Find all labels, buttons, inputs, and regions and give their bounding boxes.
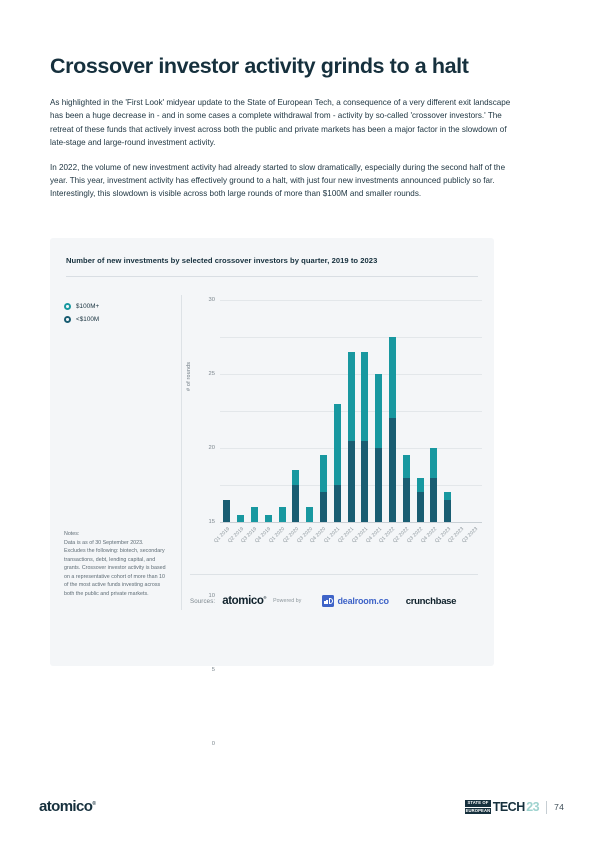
bar-segment-under-100m	[320, 492, 327, 522]
badge-line-1: STATE OF	[465, 800, 492, 806]
bar-segment-over-100m	[444, 492, 451, 499]
sources-divider	[190, 574, 478, 575]
bar-segment-over-100m	[375, 374, 382, 448]
atomico-logo	[222, 595, 266, 607]
stacked-bar[interactable]	[306, 507, 313, 522]
bar-slot[interactable]	[248, 300, 262, 522]
bar-segment-over-100m	[306, 507, 313, 522]
chart-notes-heading: Notes:	[64, 531, 80, 537]
footer-separator	[546, 801, 547, 814]
y-axis-tick-label: 10	[208, 593, 215, 599]
chart-title-divider	[66, 276, 478, 277]
x-axis-tick-label: Q4 2019	[254, 526, 273, 545]
bar-segment-under-100m	[403, 478, 410, 522]
bar-segment-over-100m	[334, 404, 341, 485]
badge-line-2: EUROPEAN	[465, 807, 491, 813]
x-axis-ticks	[212, 524, 482, 558]
x-axis-tick-label: Q4 2020	[309, 526, 328, 545]
stacked-bar[interactable]	[403, 455, 410, 522]
x-axis-tick-label: Q4 2022	[419, 526, 439, 545]
x-axis-tick-label: Q3 2023	[461, 526, 480, 545]
bar-slot[interactable]	[358, 300, 372, 522]
x-axis-tick-label: Q2 2021	[336, 526, 356, 545]
bar-slot[interactable]	[261, 300, 275, 522]
bar-slot[interactable]	[289, 300, 303, 522]
legend-item-over-100m[interactable]	[64, 303, 172, 310]
card-rail-divider	[181, 295, 182, 610]
footer-right-group	[465, 800, 564, 814]
dealroom-logo	[322, 595, 388, 607]
bar-slot[interactable]	[220, 300, 234, 522]
stacked-bar[interactable]	[348, 352, 355, 522]
x-tick-slot	[461, 524, 482, 558]
x-axis-tick-label: Q2 2023	[447, 526, 466, 545]
crunchbase-logo: crunchbase	[405, 595, 457, 607]
article-content	[50, 54, 523, 200]
bar-segment-under-100m	[417, 492, 424, 522]
bar-slot[interactable]	[386, 300, 400, 522]
bar-slot[interactable]	[344, 300, 358, 522]
x-axis-tick-label: Q4 2021	[364, 526, 383, 545]
x-axis-tick-label: Q1 2020	[268, 526, 287, 545]
stacked-bar[interactable]	[361, 352, 368, 522]
bar-segment-under-100m	[430, 478, 437, 522]
bar-slot[interactable]	[455, 300, 469, 522]
state-of-european-tech-badge	[465, 800, 539, 814]
badge-stacked-words	[465, 800, 492, 813]
bar-segment-over-100m	[292, 470, 299, 485]
bar-slot[interactable]	[275, 300, 289, 522]
bar-segment-under-100m	[361, 441, 368, 522]
bar-slot[interactable]	[303, 300, 317, 522]
bar-series-group	[220, 300, 482, 522]
y-axis-tick-label: 5	[211, 667, 215, 673]
stacked-bar[interactable]	[237, 515, 244, 522]
chart-card	[50, 238, 494, 747]
x-axis-tick-label: Q3 2019	[240, 526, 259, 545]
bar-segment-under-100m	[348, 441, 355, 522]
stacked-bar[interactable]	[430, 448, 437, 522]
bar-segment-over-100m	[417, 478, 424, 493]
footer-atomico-logo	[39, 798, 95, 815]
bar-segment-over-100m	[320, 455, 327, 492]
bar-segment-over-100m	[403, 455, 410, 477]
legend-item-under-100m[interactable]	[64, 316, 172, 323]
x-axis-tick-label: Q2 2020	[281, 526, 301, 545]
bar-segment-over-100m	[361, 352, 368, 441]
stacked-bar[interactable]	[389, 337, 396, 522]
badge-year: 23	[526, 800, 540, 814]
x-axis-tick-label: Q2 2022	[392, 526, 411, 545]
dealroom-mark-icon	[322, 595, 334, 607]
bar-segment-over-100m	[348, 352, 355, 441]
body-paragraph-2: In 2022, the volume of new investment activity had already started to slow dramatically, especially during the second half of the year. This year, investment activity has effectively ground to a halt, with just four new investments announced publicly so far. Interestingly, this slowdown is visible across both large rounds of more than $100M and smaller rounds.	[50, 162, 506, 199]
bar-slot[interactable]	[441, 300, 455, 522]
dealroom-logo-text: dealroom.co	[337, 596, 389, 606]
bar-slot[interactable]	[468, 300, 482, 522]
bar-segment-under-100m	[334, 485, 341, 522]
x-axis-tick-label: Q1 2022	[378, 526, 397, 545]
x-axis-tick-label: Q2 2019	[226, 526, 245, 545]
stacked-bar[interactable]	[279, 507, 286, 522]
bar-slot[interactable]	[330, 300, 344, 522]
stacked-bar[interactable]	[251, 507, 258, 522]
chart-title: Number of new investments by selected crossover investors by quarter, 2019 to 2023	[66, 256, 378, 265]
bar-slot[interactable]	[234, 300, 248, 522]
bar-segment-under-100m	[389, 418, 396, 522]
stacked-bar[interactable]	[292, 470, 299, 522]
sources-row	[190, 595, 456, 607]
bar-slot[interactable]	[317, 300, 331, 522]
stacked-bar[interactable]	[320, 455, 327, 522]
stacked-bar[interactable]	[417, 478, 424, 522]
x-axis-tick-label: Q1 2021	[323, 526, 342, 545]
page-title: Crossover investor activity grinds to a halt	[50, 54, 469, 78]
x-axis-tick-label: Q3 2020	[295, 526, 314, 545]
bar-segment-over-100m	[279, 507, 286, 522]
bar-slot[interactable]	[372, 300, 386, 522]
bar-slot[interactable]	[399, 300, 413, 522]
legend-swatch-icon	[64, 316, 71, 323]
y-axis-tick-label: 25	[208, 371, 215, 377]
stacked-bar[interactable]	[444, 492, 451, 522]
registered-mark-icon: ®	[263, 595, 267, 601]
atomico-logo-text: atomico	[222, 595, 264, 607]
bar-slot[interactable]	[427, 300, 441, 522]
bar-segment-over-100m	[251, 507, 258, 522]
bar-segment-over-100m	[265, 515, 272, 522]
legend-label: <$100M	[76, 316, 100, 323]
bar-segment-over-100m	[389, 337, 396, 418]
bar-slot[interactable]	[413, 300, 427, 522]
body-paragraph-1: As highlighted in the 'First Look' midyear update to the State of European Tech, a consequence of a very different exit landscape has been a huge decrease in - and in some cases a complete withdrawal from - activity by so-called 'crossover investors.' The retreat of these funds that actively invest across both the public and private markets has been a major factor in the slowdown of late-stage and large-round investment activity.	[50, 98, 511, 147]
y-axis-tick-label: 15	[208, 519, 215, 525]
page-number: 74	[554, 802, 564, 812]
bar-segment-under-100m	[444, 500, 451, 522]
x-axis-tick-label: Q3 2021	[350, 526, 370, 545]
sources-label: Sources:	[190, 597, 216, 605]
bar-segment-under-100m	[375, 448, 382, 522]
stacked-bar[interactable]	[223, 500, 230, 522]
stacked-bar[interactable]	[265, 515, 272, 522]
chart-notes-body: Data is as of 30 September 2023. Excludes the following: biotech, secondary transactions, debt, lending capital, and grants. Crossover investor activity is based on a representative cohort of more than 10 of the most active funds investing across both the public and private markets.	[64, 539, 166, 598]
y-axis-title: # of rounds	[186, 361, 192, 391]
footer-brand-text: atomico	[39, 798, 93, 815]
y-axis-tick-label: 0	[211, 741, 215, 747]
y-axis-tick-label: 20	[208, 445, 215, 451]
chart-notes	[64, 530, 166, 599]
bar-segment-over-100m	[237, 515, 244, 522]
badge-tech-word: TECH	[492, 800, 525, 814]
bar-segment-under-100m	[223, 500, 230, 522]
stacked-bar[interactable]	[334, 404, 341, 522]
powered-by-label: Powered by	[273, 598, 302, 604]
x-axis-tick-label: Q1 2019	[212, 526, 232, 545]
bar-segment-under-100m	[292, 485, 299, 522]
registered-mark-icon: ®	[92, 801, 96, 807]
legend-label: $100M+	[76, 303, 100, 310]
x-axis-tick-label: Q1 2023	[433, 526, 452, 545]
legend-swatch-icon	[64, 303, 71, 310]
y-axis-tick-label: 30	[208, 297, 215, 303]
x-axis-tick-label: Q3 2022	[405, 526, 425, 545]
chart-legend	[64, 303, 172, 329]
stacked-bar[interactable]	[375, 374, 382, 522]
bar-segment-over-100m	[430, 448, 437, 478]
